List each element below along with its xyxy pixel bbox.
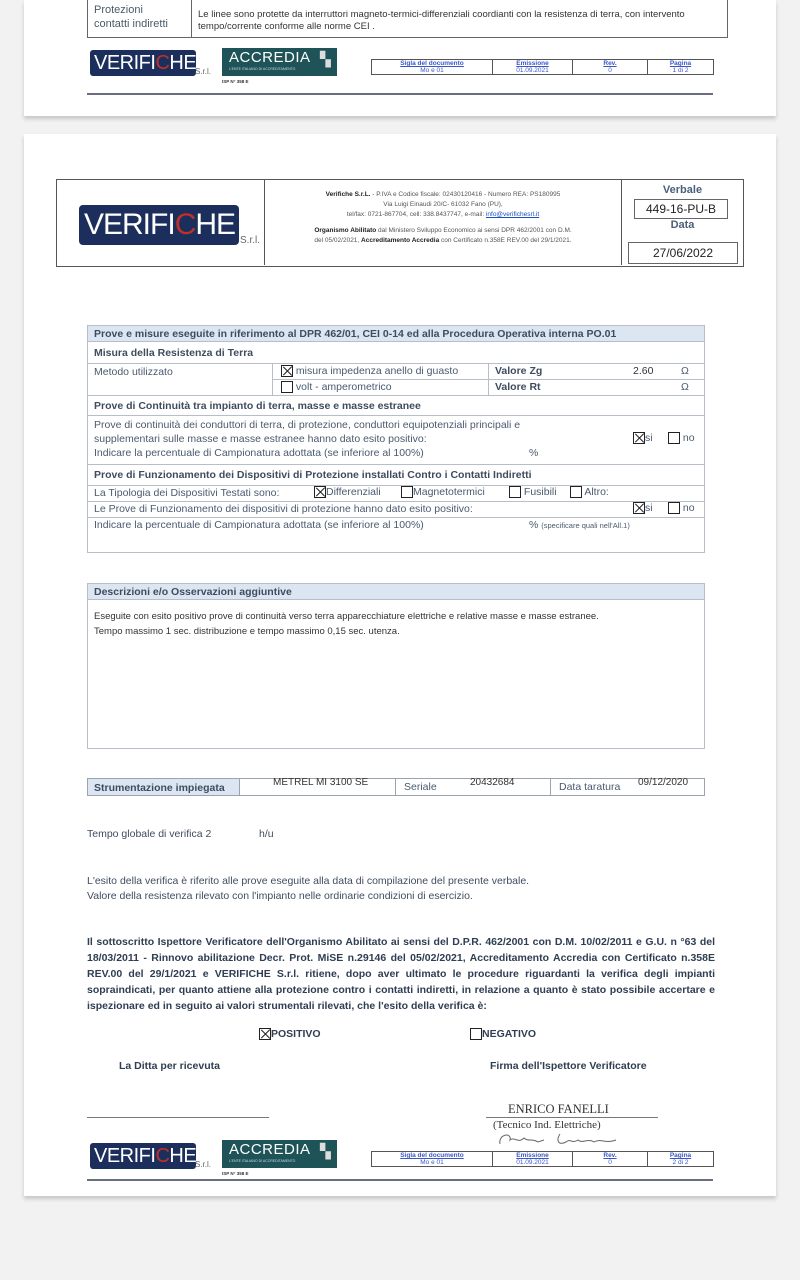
footer-divider <box>87 1179 713 1181</box>
page-2: VERIFICHE S.r.l. Verifiche S.r.L. - P.IVA e Codice fiscale: 02430120416 - Numero REA: PS180995 Via Luigi Einaudi 20/C- 61032 Fano (PU), tel/fax: 0721-867704, cell: 338.8437747, e-mail: info@verifichesrl.it Organismo Abilitato dal Ministero Sviluppo Economico ai sensi DPR 462/2001 con D.M. del 05/02/2021, Accreditamento Accredia con Certificato n.358E REV.00 del 29/1/2021. Verbale 449-16-PU-B Data 27/06/2022 Prove e misure eseguite in riferimento al DPR 462/01, CEI 0-14 ed alla Procedura Operativa interna PO.01 Misura della Resistenza di Terra Metodo utilizzato misura impedenza anello di guasto volt - amperometrico Valore Zg 2.60 Ω Valore Rt Ω Prove di Continuità tra impianto di terra, masse e masse estranee Prove di continuità dei conduttori di terra, di protezione, conduttori equipotenziali principali e supplementari sulle masse e masse estranee hanno dato esito positivo: Indicare la percentuale di Campionatura adottata (se inferiore al 100%) % si no Prove di Funzionamento dei Dispositivi di Protezione installati Contro i Contatti Indiretti La Tipologia dei Dispositivi Testati sono: Differenziali Magnetotermici Fusibili Altro: Le Prove di Funzionamento dei dispositivi di protezione hanno dato esito positivo: si no Indicare la percentuale di Campionatura adottata (se inferiore al 100%) % (specificare quali nell'All.1) Descrizioni e/o Osservazioni aggiuntive Eseguite con esito positivo prove di continuità verso terra apparecchiature elettriche e relative masse e masse estranee. Tempo massimo 1 sec. distribuzione e tempo massimo 0,15 sec. utenza. Strumentazione impiegata METREL MI 3100 SE Seriale 20432684 Data taratura 09/12/2020 Tempo globale di verifica 2 h/u L'esito della verifica è riferito alle prove eseguite alla data di compilazione del presente verbale. Valore della resistenza rilevato con l'impianto nelle ordinarie condizioni di esercizio. Il sottoscritto Ispettore Verificatore dell'Organismo Abilitato ai sensi del D.P.R. 462/2001 con D.M. 10/02/2011 e G.U. n °63 del 18/03/2011 - Rinnovo abilitazione Decr. Prot. MiSE n.29146 del 05/02/2021, Accreditamento Accredia con Certificato n.358E REV.00 del 29/1/2021 e VERIFICHE S.r.l. ritiene, dopo aver ultimato le procedure riguardanti la verifica degli impianti sopraindicati, per quanto attiene alla protezione contro i contatti indiretti, in relazione a quanto è stato possibile accertare e ispezionare ed in seguito ai valori strumentali rilevati, che l'esito della verifica è: POSITIVO NEGATIVO La Ditta per ricevuta Firma dell'Ispettore Verificatore ENRICO FANELLI (Tecnico Ind. Elettriche) VERIFICHE S.r.l. ACCREDIA L'ENTE ITALIANO DI ACCREDITAMENTO ▚ ISP N° 358 E Sigla del documento Mo e 01 Emissione 01.09.2021 Rev. 0 Pagina 2 di 2 <box>24 134 776 1196</box>
company-info: Verifiche S.r.L. - P.IVA e Codice fiscale: 02430120416 - Numero REA: PS180995 Via Luigi Einaudi 20/C- 61032 Fano (PU), tel/fax: 0721-867704, cell: 338.8437747, e-mail: info@verifichesrl.it Organismo Abilitato dal Ministero Sviluppo Economico ai sensi DPR 462/2001 con D.M. del 05/02/2021, Accreditamento Accredia con Certificato n.358E REV.00 del 29/1/2021. <box>265 180 622 265</box>
protezioni-text: Le linee sono protette da interruttori magneto-termici-differenziali coordianti con la resistenza di terra, con intervento tempo/corrente conforme alle norme CEI . <box>198 9 685 32</box>
ohm-unit: Ω <box>681 381 689 393</box>
accredia-logo: ACCREDIA L'ENTE ITALIANO DI ACCREDITAMENTO ▚ <box>222 48 337 76</box>
tipologia-magnetotermici[interactable]: Magnetotermici <box>401 486 485 498</box>
page-1 <box>24 0 776 116</box>
strumento-seriale: 20432684 <box>470 777 515 788</box>
verbale-info <box>622 180 743 265</box>
funz-si[interactable]: si <box>633 502 653 514</box>
accredia-number: ISP N° 358 E <box>222 79 249 84</box>
accredia-logo: ACCREDIA L'ENTE ITALIANO DI ACCREDITAMENTO ▚ <box>222 1140 337 1168</box>
ditta-label: La Ditta per ricevuta <box>119 1060 220 1072</box>
tempo-label: Tempo globale di verifica 2 <box>87 828 212 840</box>
metodo-option-impedenza[interactable]: misura impedenza anello di guasto <box>281 365 458 377</box>
tipologia-altro[interactable]: Altro: <box>570 486 609 498</box>
dichiarazione: Il sottoscritto Ispettore Verificatore dell'Organismo Abilitato ai sensi del D.P.R. 462/2001 con D.M. 10/02/2011 e G.U. n °63 del 18/03/2011 - Rinnovo abilitazione Decr. Prot. MiSE n.29146 del 05/02/2021, Accreditamento Accredia con Certificato n.358E REV.00 del 29/1/2021 e VERIFICHE S.r.l. ritiene, dopo aver ultimato le procedure riguardanti la verifica degli impianti sopraindicati, per quanto attiene alla protezione contro i contatti indiretti, in relazione a quanto è stato possibile accertare e ispezionare ed in seguito ai valori strumentali rilevati, che l'esito della verifica è: <box>87 936 715 1012</box>
funz-campione-row: Indicare la percentuale di Campionatura adottata (se inferiore al 100%) % (specificare quali nell'All.1) <box>94 519 630 531</box>
ohm-unit: Ω <box>681 365 689 377</box>
esito-note: L'esito della verifica è riferito alle prove eseguite alla data di compilazione del presente verbale. Valore della resistenza rilevato con l'impianto nelle ordinarie condizioni di esercizio. <box>87 875 530 902</box>
continuita-no[interactable]: no <box>668 432 695 444</box>
funz-esito-row: Le Prove di Funzionamento dei dispositivi di protezione hanno dato esito positivo: si no <box>88 502 704 518</box>
header-logo-cell: VERIFICHE S.r.l. <box>57 180 265 265</box>
document-meta-table: Sigla del documento Mo e 01 Emissione 01.09.2021 Rev. 0 Pagina 2 di 2 <box>371 1151 714 1167</box>
checkbox-checked[interactable] <box>281 365 293 377</box>
resistenza-title: Misura della Resistenza di Terra <box>94 347 254 359</box>
ispettore-name: ENRICO FANELLI <box>508 1102 609 1116</box>
verbale-label: Verbale <box>662 184 703 196</box>
ispettore-title: (Tecnico Ind. Elettriche) <box>493 1119 601 1131</box>
descrizioni-text: Eseguite con esito positivo prove di continuità verso terra apparecchiature elettriche e relative masse e masse estranee. Tempo massimo 1 sec. distribuzione e tempo massimo 0,15 sec. utenza. <box>94 611 599 637</box>
esito-positivo[interactable]: POSITIVO <box>259 1028 321 1040</box>
esito-negativo[interactable]: NEGATIVO <box>470 1028 536 1040</box>
metodo-option-volt[interactable]: volt - amperometrico <box>281 381 392 393</box>
strumento-model: METREL MI 3100 SE <box>273 777 369 788</box>
prove-section <box>87 325 705 553</box>
prove-title: Prove e misure eseguite in riferimento al DPR 462/01, CEI 0-14 ed alla Procedura Operativa interna PO.01 <box>88 326 704 342</box>
logo-suffix: S.r.l. <box>195 67 212 76</box>
verifiche-logo: VERIFICHE <box>79 205 239 245</box>
checkbox-unchecked[interactable] <box>281 381 293 393</box>
tipologia-fusibili[interactable]: Fusibili <box>509 486 557 498</box>
document-meta-table: Sigla del documento Mo e 01 Emissione 01.09.2021 Rev. 0 Pagina 1 di 2 <box>371 59 714 75</box>
data-label: Data <box>670 219 695 231</box>
tipologia-row: La Tipologia dei Dispositivi Testati sono: Differenziali Magnetotermici Fusibili Altro: <box>88 486 704 502</box>
verifiche-logo: VERIFICHE <box>90 1143 196 1169</box>
descrizioni-section <box>87 583 705 749</box>
verifiche-logo: VERIFICHE <box>90 50 196 76</box>
email-link[interactable]: info@verifichesrl.it <box>485 211 540 218</box>
italy-map-icon: ▚ <box>320 51 331 67</box>
descrizioni-title: Descrizioni e/o Osservazioni aggiuntive <box>88 584 704 600</box>
metodo-row: Metodo utilizzato misura impedenza anello di guasto volt - amperometrico Valore Zg 2.60 Ω Valore Rt Ω <box>88 364 704 396</box>
valore-zg: 2.60 <box>633 365 654 377</box>
tipologia-differenziali[interactable]: Differenziali <box>314 486 381 498</box>
continuita-row: Prove di continuità dei conduttori di terra, di protezione, conduttori equipotenziali principali e supplementari sulle masse e masse estranee hanno dato esito positivo: Indicare la percentuale di Campionatura adottata (se inferiore al 100%) % si no <box>88 416 704 465</box>
accredia-number: ISP N° 358 E <box>222 1171 249 1176</box>
funzionamento-title: Prove di Funzionamento dei Dispositivi di Protezione installati Contro i Contatti Indiretti <box>94 469 532 481</box>
verbale-number: 449-16-PU-B <box>634 199 728 219</box>
funz-no[interactable]: no <box>668 502 695 514</box>
continuita-si[interactable]: si <box>633 432 653 444</box>
protezioni-label: Protezioni contatti indiretti <box>88 0 192 37</box>
tempo-unit: h/u <box>259 828 274 840</box>
protezioni-table <box>87 0 728 38</box>
document-header <box>56 179 744 267</box>
strumentazione-label: Strumentazione impiegata <box>88 779 240 795</box>
italy-map-icon: ▚ <box>320 1143 331 1159</box>
ditta-signature-line <box>87 1117 269 1118</box>
strumentazione-row: Strumentazione impiegata METREL MI 3100 SE Seriale 20432684 Data taratura 09/12/2020 <box>87 778 705 796</box>
continuita-title: Prove di Continuità tra impianto di terra, masse e masse estranee <box>94 400 421 412</box>
strumento-taratura: 09/12/2020 <box>638 777 689 788</box>
ispettore-label: Firma dell'Ispettore Verificatore <box>490 1060 647 1072</box>
signature-scribble <box>496 1130 626 1150</box>
verbale-date: 27/06/2022 <box>628 242 738 264</box>
footer-divider <box>87 93 713 95</box>
